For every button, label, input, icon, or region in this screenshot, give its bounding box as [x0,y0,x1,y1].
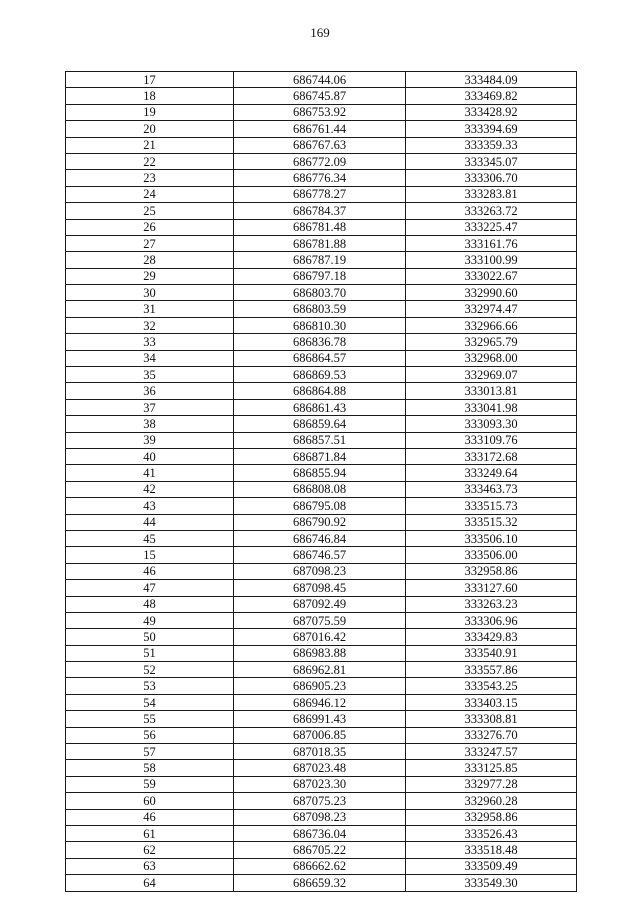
x-coordinate-cell: 686787.19 [234,252,406,268]
table-row [66,612,577,628]
point-number-cell: 55 [66,711,234,727]
point-number-cell: 37 [66,399,234,415]
table-row [66,432,577,448]
x-coordinate-cell: 686803.59 [234,301,406,317]
x-coordinate-cell: 686905.23 [234,678,406,694]
table-row [66,629,577,645]
y-coordinate-cell: 333543.25 [406,678,577,694]
y-coordinate-cell: 332969.07 [406,367,577,383]
y-coordinate-cell: 333429.83 [406,629,577,645]
point-number-cell: 61 [66,825,234,841]
y-coordinate-cell: 333100.99 [406,252,577,268]
x-coordinate-cell: 686962.81 [234,662,406,678]
table-row [66,645,577,661]
point-number-cell: 44 [66,514,234,530]
table-row [66,711,577,727]
y-coordinate-cell: 333306.96 [406,612,577,628]
point-number-cell: 39 [66,432,234,448]
x-coordinate-cell: 686776.34 [234,170,406,186]
x-coordinate-cell: 687023.48 [234,760,406,776]
point-number-cell: 38 [66,416,234,432]
table-row [66,219,577,235]
x-coordinate-cell: 686864.57 [234,350,406,366]
y-coordinate-cell: 333463.73 [406,481,577,497]
point-number-cell: 59 [66,776,234,792]
x-coordinate-cell: 686778.27 [234,186,406,202]
point-number-cell: 50 [66,629,234,645]
point-number-cell: 26 [66,219,234,235]
point-number-cell: 45 [66,530,234,546]
point-number-cell: 20 [66,121,234,137]
table-row [66,514,577,530]
x-coordinate-cell: 686991.43 [234,711,406,727]
x-coordinate-cell: 686705.22 [234,842,406,858]
x-coordinate-cell: 686946.12 [234,694,406,710]
table-row [66,662,577,678]
y-coordinate-cell: 333515.73 [406,498,577,514]
point-number-cell: 64 [66,875,234,891]
table-row [66,383,577,399]
x-coordinate-cell: 686744.06 [234,72,406,88]
x-coordinate-cell: 687023.30 [234,776,406,792]
table-row [66,137,577,153]
point-number-cell: 51 [66,645,234,661]
point-number-cell: 56 [66,727,234,743]
table-row [66,399,577,415]
y-coordinate-cell: 332965.79 [406,334,577,350]
y-coordinate-cell: 333526.43 [406,825,577,841]
table-row [66,580,577,596]
table-row [66,72,577,88]
x-coordinate-cell: 686855.94 [234,465,406,481]
point-number-cell: 62 [66,842,234,858]
y-coordinate-cell: 333263.23 [406,596,577,612]
x-coordinate-cell: 686662.62 [234,858,406,874]
y-coordinate-cell: 333306.70 [406,170,577,186]
table-row [66,416,577,432]
point-number-cell: 23 [66,170,234,186]
point-number-cell: 31 [66,301,234,317]
point-number-cell: 36 [66,383,234,399]
x-coordinate-cell: 686810.30 [234,317,406,333]
point-number-cell: 52 [66,662,234,678]
y-coordinate-cell: 333518.48 [406,842,577,858]
y-coordinate-cell: 333247.57 [406,744,577,760]
x-coordinate-cell: 686864.88 [234,383,406,399]
point-number-cell: 30 [66,285,234,301]
y-coordinate-cell: 333127.60 [406,580,577,596]
x-coordinate-cell: 686781.88 [234,235,406,251]
point-number-cell: 33 [66,334,234,350]
point-number-cell: 27 [66,235,234,251]
x-coordinate-cell: 687098.23 [234,563,406,579]
table-row [66,858,577,874]
point-number-cell: 25 [66,203,234,219]
x-coordinate-cell: 686746.57 [234,547,406,563]
point-number-cell: 29 [66,268,234,284]
point-number-cell: 60 [66,793,234,809]
x-coordinate-cell: 686772.09 [234,153,406,169]
coordinates-table [65,71,577,892]
x-coordinate-cell: 687075.23 [234,793,406,809]
x-coordinate-cell: 686746.84 [234,530,406,546]
table-row [66,465,577,481]
point-number-cell: 54 [66,694,234,710]
x-coordinate-cell: 687092.49 [234,596,406,612]
y-coordinate-cell: 333022.67 [406,268,577,284]
table-row [66,121,577,137]
x-coordinate-cell: 687016.42 [234,629,406,645]
table-row [66,88,577,104]
point-number-cell: 18 [66,88,234,104]
point-number-cell: 49 [66,612,234,628]
y-coordinate-cell: 333345.07 [406,153,577,169]
y-coordinate-cell: 333013.81 [406,383,577,399]
x-coordinate-cell: 686753.92 [234,104,406,120]
x-coordinate-cell: 686861.43 [234,399,406,415]
y-coordinate-cell: 333041.98 [406,399,577,415]
point-number-cell: 41 [66,465,234,481]
y-coordinate-cell: 333428.92 [406,104,577,120]
point-number-cell: 35 [66,367,234,383]
x-coordinate-cell: 687098.45 [234,580,406,596]
x-coordinate-cell: 686803.70 [234,285,406,301]
table-row [66,793,577,809]
x-coordinate-cell: 687006.85 [234,727,406,743]
x-coordinate-cell: 686871.84 [234,448,406,464]
point-number-cell: 43 [66,498,234,514]
y-coordinate-cell: 333172.68 [406,448,577,464]
y-coordinate-cell: 333469.82 [406,88,577,104]
table-row [66,530,577,546]
x-coordinate-cell: 686745.87 [234,88,406,104]
y-coordinate-cell: 333394.69 [406,121,577,137]
y-coordinate-cell: 332990.60 [406,285,577,301]
point-number-cell: 57 [66,744,234,760]
table-row [66,235,577,251]
y-coordinate-cell: 332974.47 [406,301,577,317]
table-row [66,563,577,579]
point-number-cell: 48 [66,596,234,612]
y-coordinate-cell: 333509.49 [406,858,577,874]
point-number-cell: 17 [66,72,234,88]
x-coordinate-cell: 687075.59 [234,612,406,628]
point-number-cell: 46 [66,563,234,579]
x-coordinate-cell: 686859.64 [234,416,406,432]
point-number-cell: 28 [66,252,234,268]
x-coordinate-cell: 686736.04 [234,825,406,841]
x-coordinate-cell: 686659.32 [234,875,406,891]
x-coordinate-cell: 686869.53 [234,367,406,383]
y-coordinate-cell: 333276.70 [406,727,577,743]
point-number-cell: 22 [66,153,234,169]
x-coordinate-cell: 686808.08 [234,481,406,497]
x-coordinate-cell: 686790.92 [234,514,406,530]
table-row [66,809,577,825]
table-row [66,153,577,169]
coordinates-table-body [66,72,577,892]
coordinates-table-container [65,71,576,892]
x-coordinate-cell: 686761.44 [234,121,406,137]
point-number-cell: 19 [66,104,234,120]
y-coordinate-cell: 332977.28 [406,776,577,792]
page-number: 169 [310,25,330,40]
point-number-cell: 34 [66,350,234,366]
y-coordinate-cell: 333093.30 [406,416,577,432]
table-row [66,350,577,366]
y-coordinate-cell: 333161.76 [406,235,577,251]
table-row [66,252,577,268]
table-row [66,104,577,120]
table-row [66,448,577,464]
y-coordinate-cell: 333403.15 [406,694,577,710]
x-coordinate-cell: 686767.63 [234,137,406,153]
table-row [66,367,577,383]
x-coordinate-cell: 686836.78 [234,334,406,350]
point-number-cell: 53 [66,678,234,694]
table-row [66,694,577,710]
table-row [66,186,577,202]
table-row [66,301,577,317]
point-number-cell: 42 [66,481,234,497]
y-coordinate-cell: 332958.86 [406,809,577,825]
table-row [66,268,577,284]
point-number-cell: 63 [66,858,234,874]
y-coordinate-cell: 333263.72 [406,203,577,219]
point-number-cell: 58 [66,760,234,776]
y-coordinate-cell: 333557.86 [406,662,577,678]
y-coordinate-cell: 333109.76 [406,432,577,448]
table-row [66,875,577,891]
point-number-cell: 24 [66,186,234,202]
point-number-cell: 15 [66,547,234,563]
y-coordinate-cell: 332968.00 [406,350,577,366]
point-number-cell: 46 [66,809,234,825]
y-coordinate-cell: 333308.81 [406,711,577,727]
x-coordinate-cell: 686784.37 [234,203,406,219]
table-row [66,334,577,350]
table-row [66,825,577,841]
x-coordinate-cell: 686781.48 [234,219,406,235]
table-row [66,203,577,219]
x-coordinate-cell: 686857.51 [234,432,406,448]
point-number-cell: 40 [66,448,234,464]
table-row [66,776,577,792]
y-coordinate-cell: 333125.85 [406,760,577,776]
point-number-cell: 47 [66,580,234,596]
y-coordinate-cell: 332958.86 [406,563,577,579]
table-row [66,760,577,776]
point-number-cell: 21 [66,137,234,153]
table-row [66,285,577,301]
y-coordinate-cell: 333549.30 [406,875,577,891]
table-row [66,727,577,743]
table-row [66,317,577,333]
y-coordinate-cell: 332960.28 [406,793,577,809]
y-coordinate-cell: 333359.33 [406,137,577,153]
y-coordinate-cell: 333225.47 [406,219,577,235]
y-coordinate-cell: 333515.32 [406,514,577,530]
table-row [66,547,577,563]
x-coordinate-cell: 686797.18 [234,268,406,284]
y-coordinate-cell: 333506.10 [406,530,577,546]
x-coordinate-cell: 686983.88 [234,645,406,661]
y-coordinate-cell: 333283.81 [406,186,577,202]
x-coordinate-cell: 687018.35 [234,744,406,760]
table-row [66,170,577,186]
y-coordinate-cell: 333249.64 [406,465,577,481]
x-coordinate-cell: 686795.08 [234,498,406,514]
table-row [66,744,577,760]
y-coordinate-cell: 333484.09 [406,72,577,88]
table-row [66,481,577,497]
y-coordinate-cell: 333506.00 [406,547,577,563]
table-row [66,596,577,612]
table-row [66,498,577,514]
y-coordinate-cell: 333540.91 [406,645,577,661]
y-coordinate-cell: 332966.66 [406,317,577,333]
table-row [66,842,577,858]
x-coordinate-cell: 687098.23 [234,809,406,825]
point-number-cell: 32 [66,317,234,333]
table-row [66,678,577,694]
